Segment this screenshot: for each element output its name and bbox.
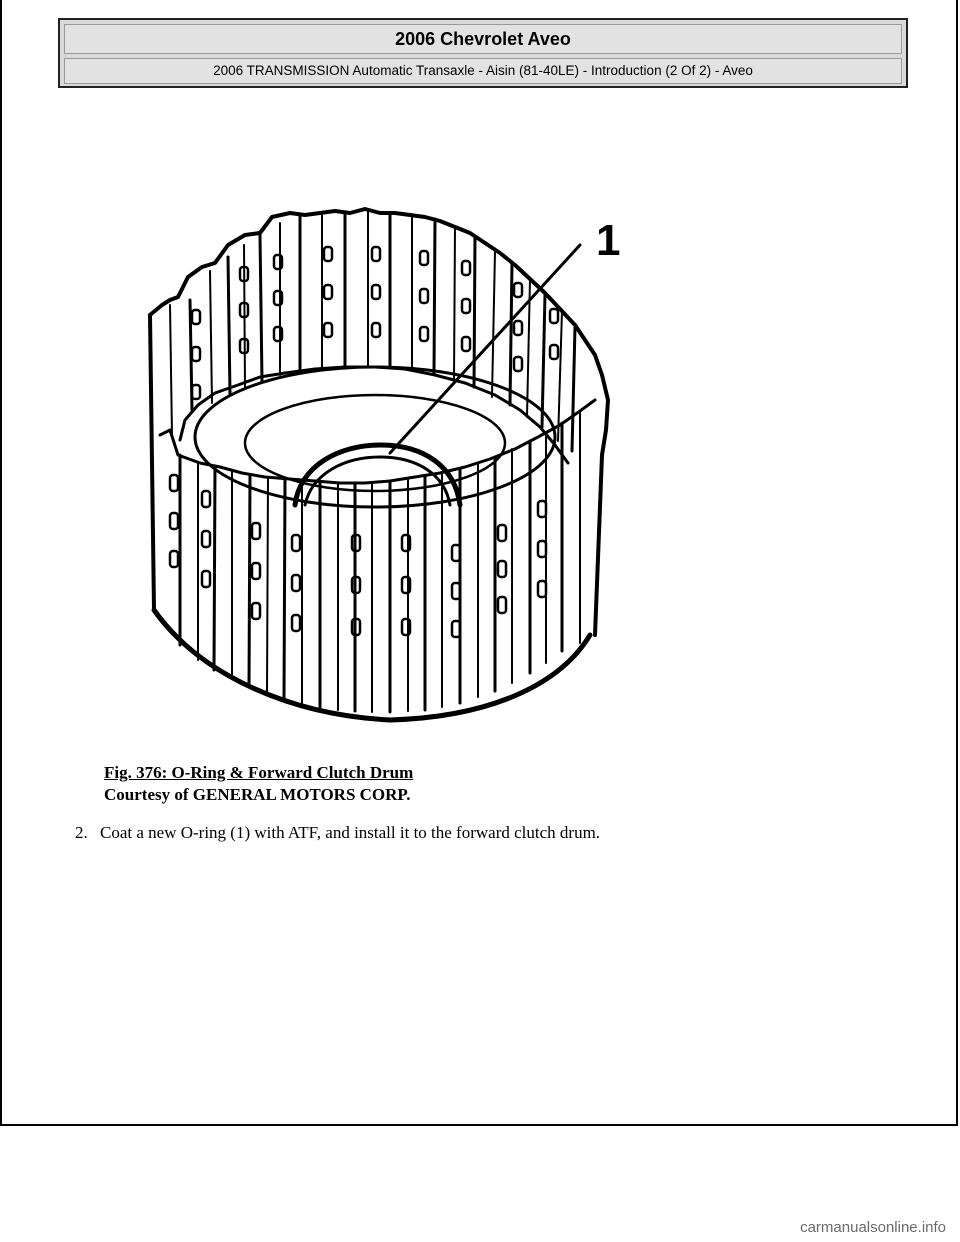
clutch-drum-illustration bbox=[140, 205, 640, 730]
procedure-step bbox=[75, 822, 600, 844]
step-text: Coat a new O-ring (1) with ATF, and install it to the forward clutch drum. bbox=[100, 823, 601, 842]
header-title: 2006 Chevrolet Aveo bbox=[64, 24, 902, 54]
step-number: 2. bbox=[75, 823, 88, 842]
watermark: carmanualsonline.info bbox=[800, 1219, 946, 1236]
figure-title: Fig. 376: O-Ring & Forward Clutch Drum bbox=[104, 763, 414, 782]
document-header bbox=[58, 18, 908, 88]
header-subtitle: 2006 TRANSMISSION Automatic Transaxle - Aisin (81-40LE) - Introduction (2 Of 2) - Aveo bbox=[64, 58, 902, 84]
callout-label-1: 1 bbox=[596, 216, 621, 265]
figure-caption bbox=[104, 762, 413, 806]
figure-courtesy: Courtesy of GENERAL MOTORS CORP. bbox=[104, 785, 411, 804]
